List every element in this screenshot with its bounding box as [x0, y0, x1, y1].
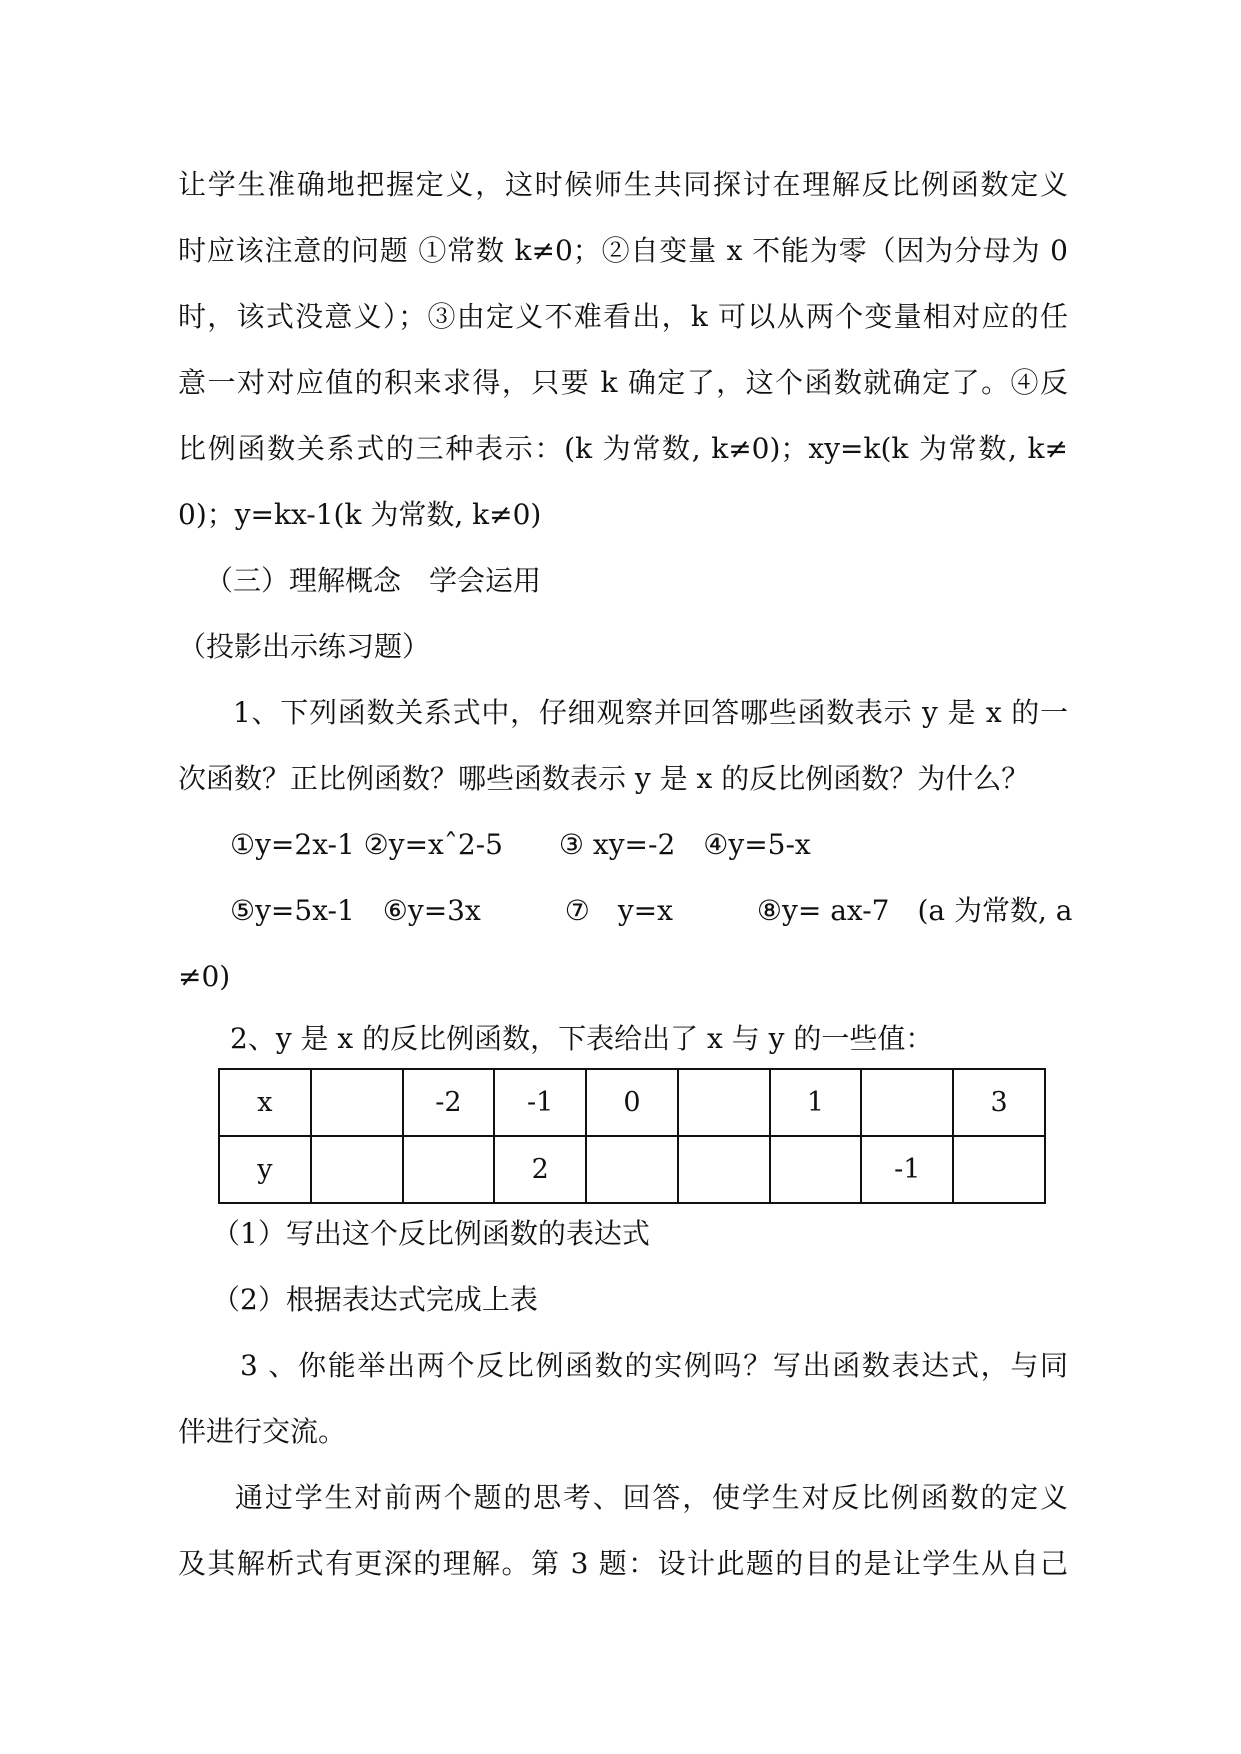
text-line: 时，该式没意义）；③由定义不难看出，k 可以从两个变量相对应的任	[178, 300, 1068, 333]
text-line: 3 、你能举出两个反比例函数的实例吗？写出函数表达式，与同	[240, 1349, 1068, 1382]
question-1: （1）写出这个反比例函数的表达式	[212, 1217, 650, 1250]
table-cell: -2	[403, 1069, 495, 1136]
text-line: 及其解析式有更深的理解。第 3 题：设计此题的目的是让学生从自己	[178, 1547, 1068, 1580]
xy-value-table	[218, 1068, 1046, 1204]
text-line: 通过学生对前两个题的思考、回答，使学生对反比例函数的定义	[235, 1481, 1068, 1514]
question-2: （2）根据表达式完成上表	[212, 1283, 538, 1316]
section-heading: （三）理解概念 学会运用	[205, 564, 542, 597]
text-line: 伴进行交流。	[178, 1415, 347, 1448]
text-line: 比例函数关系式的三种表示：(k 为常数, k≠0)；xy=k(k 为常数, k≠	[178, 432, 1068, 465]
table-cell	[311, 1069, 403, 1136]
text-line: 1、下列函数关系式中，仔细观察并回答哪些函数表示 y 是 x 的一	[233, 696, 1068, 729]
table-cell: y	[219, 1136, 311, 1203]
table-cell: -1	[494, 1069, 586, 1136]
table-row	[219, 1069, 1045, 1136]
projection-note: （投影出示练习题）	[178, 630, 431, 663]
text-line: ≠0)	[178, 960, 231, 993]
text-line: 次函数？正比例函数？哪些函数表示 y 是 x 的反比例函数？为什么？	[178, 762, 1030, 795]
table-cell	[678, 1136, 770, 1203]
text-line: 时应该注意的问题 ①常数 k≠0；②自变量 x 不能为零（因为分母为 0	[178, 234, 1068, 267]
table-cell: -1	[861, 1136, 953, 1203]
text-line: 0)；y=kx-1(k 为常数, k≠0)	[178, 498, 542, 531]
table-cell	[678, 1069, 770, 1136]
table-cell	[770, 1136, 862, 1203]
table-cell: 0	[586, 1069, 678, 1136]
text-line: 意一对对应值的积来求得，只要 k 确定了，这个函数就确定了。④反	[178, 366, 1068, 399]
table-cell	[586, 1136, 678, 1203]
table-cell: 2	[494, 1136, 586, 1203]
function-list: ①y=2x-1 ②y=xˆ2-5 ③ xy=-2 ④y=5-x	[230, 828, 811, 861]
table-cell: 1	[770, 1069, 862, 1136]
table-cell: x	[219, 1069, 311, 1136]
table-cell	[311, 1136, 403, 1203]
table-cell	[403, 1136, 495, 1203]
table-cell: 3	[953, 1069, 1045, 1136]
exercise-2-title: 2、y 是 x 的反比例函数，下表给出了 x 与 y 的一些值：	[230, 1022, 934, 1055]
table-cell	[953, 1136, 1045, 1203]
text-line: 让学生准确地把握定义，这时候师生共同探讨在理解反比例函数定义	[178, 168, 1068, 201]
table-cell	[861, 1069, 953, 1136]
function-list: ⑤y=5x-1 ⑥y=3x ⑦ y=x ⑧y= ax-7 (a 为常数, a	[230, 894, 1073, 927]
table-row	[219, 1136, 1045, 1203]
